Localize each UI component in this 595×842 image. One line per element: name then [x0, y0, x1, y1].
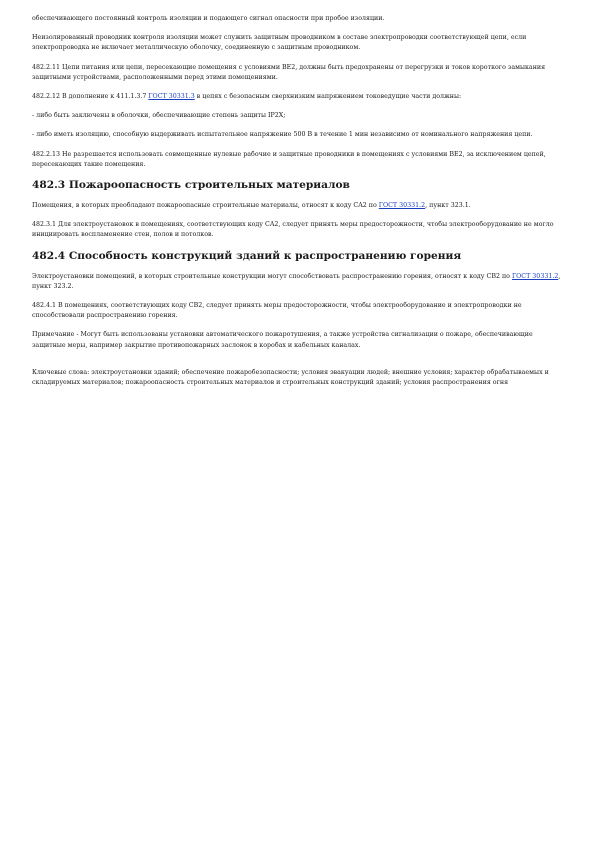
text-run: 482.2.12 В дополнение к 411.1.3.7 — [32, 93, 149, 101]
text-run: Помещения, в которых преобладают пожароопасные строительные материалы, относят к коду CA2 по — [32, 202, 379, 210]
paragraph-cb2-code — [32, 272, 563, 292]
paragraph-482-4-1: 482.4.1 В помещениях, соответствующих коду CB2, следует принять меры предосторожности, чтобы электрооборудование и электропроводки не способствовали распространению горения. — [32, 302, 522, 320]
paragraph-uninsulated-conductor: Неизолированный проводник контроля изоляции может служить защитным проводником в составе электропроводки соответствующей цепи, если электропроводка не включает металлическую оболочку, соединенную с защитным проводником. — [32, 34, 527, 52]
text-run: , пункт 323.1. — [425, 202, 471, 210]
paragraph-note: Примечание - Могут быть использованы установки автоматического пожаротушения, а также устройства сигнализации о пожаре, обеспечивающие защитные меры, например закрытие противопожарных заслонок в коробах и кабельных каналах. — [32, 331, 533, 349]
gost-30331-2-link[interactable]: ГОСТ 30331.2 — [378, 202, 426, 210]
section-heading-482-3: 482.3 Пожароопасность строительных материалов — [32, 179, 350, 192]
paragraph-482-3-1: 482.3.1 Для электроустановок в помещениях, соответствующих коду CA2, следует принять меры предосторожности, чтобы электрооборудование не могло инициировать воспламенение стен, полов и потолков. — [32, 221, 554, 239]
gost-30331-2-link-2[interactable]: ГОСТ 30331.2 — [511, 272, 559, 280]
paragraph-ca2-code — [32, 201, 563, 211]
text-run: Электроустановки помещений, в которых строительные конструкции могут способствовать распространению горения, относят к коду CB2 по — [32, 272, 512, 280]
paragraph-continuation: обеспечивающего постоянный контроль изоляции и подающего сигнал опасности при пробое изоляции. — [32, 15, 385, 22]
paragraph-482-2-13: 482.2.13 Не разрешается использовать совмещенные нулевые рабочие и защитные проводники в помещениях с условиями BE2, за исключением цепей, пересекающих такие помещения. — [32, 150, 546, 168]
keywords-paragraph: Ключевые слова: электроустановки зданий; обеспечение пожаробезопасности; условия эвакуации людей; внешние условия; характер обрабатываемых и складируемых материалов; пожароопасность строительных материалов и строительных конструкций зданий; условия распространения огня — [32, 368, 549, 387]
spacer — [32, 360, 563, 368]
text-run: в цепях с безопасным сверхнизким напряжением токоведущие части должны: — [194, 93, 462, 101]
paragraph-482-2-12 — [32, 92, 563, 102]
gost-30331-3-link[interactable]: ГОСТ 30331.3 — [148, 93, 195, 101]
list-item-enclosure: - либо быть заключены в оболочки, обеспечивающие степень защиты IP2X; — [32, 112, 286, 120]
paragraph-482-2-11: 482.2.11 Цепи питания или цепи, пересекающие помещения с условиями BE2, должны быть предохранены от перегрузки и токов короткого замыкания защитными устройствами, расположенными перед этими помещениями. — [32, 63, 546, 81]
text-run: , пункт 323.2. — [32, 272, 561, 290]
list-item-insulation: - либо иметь изоляцию, способную выдерживать испытательное напряжение 500 В в течение 1 мин независимо от номинального напряжения цепи. — [32, 131, 533, 139]
section-heading-482-4: 482.4 Способность конструкций зданий к распространению горения — [32, 249, 462, 262]
